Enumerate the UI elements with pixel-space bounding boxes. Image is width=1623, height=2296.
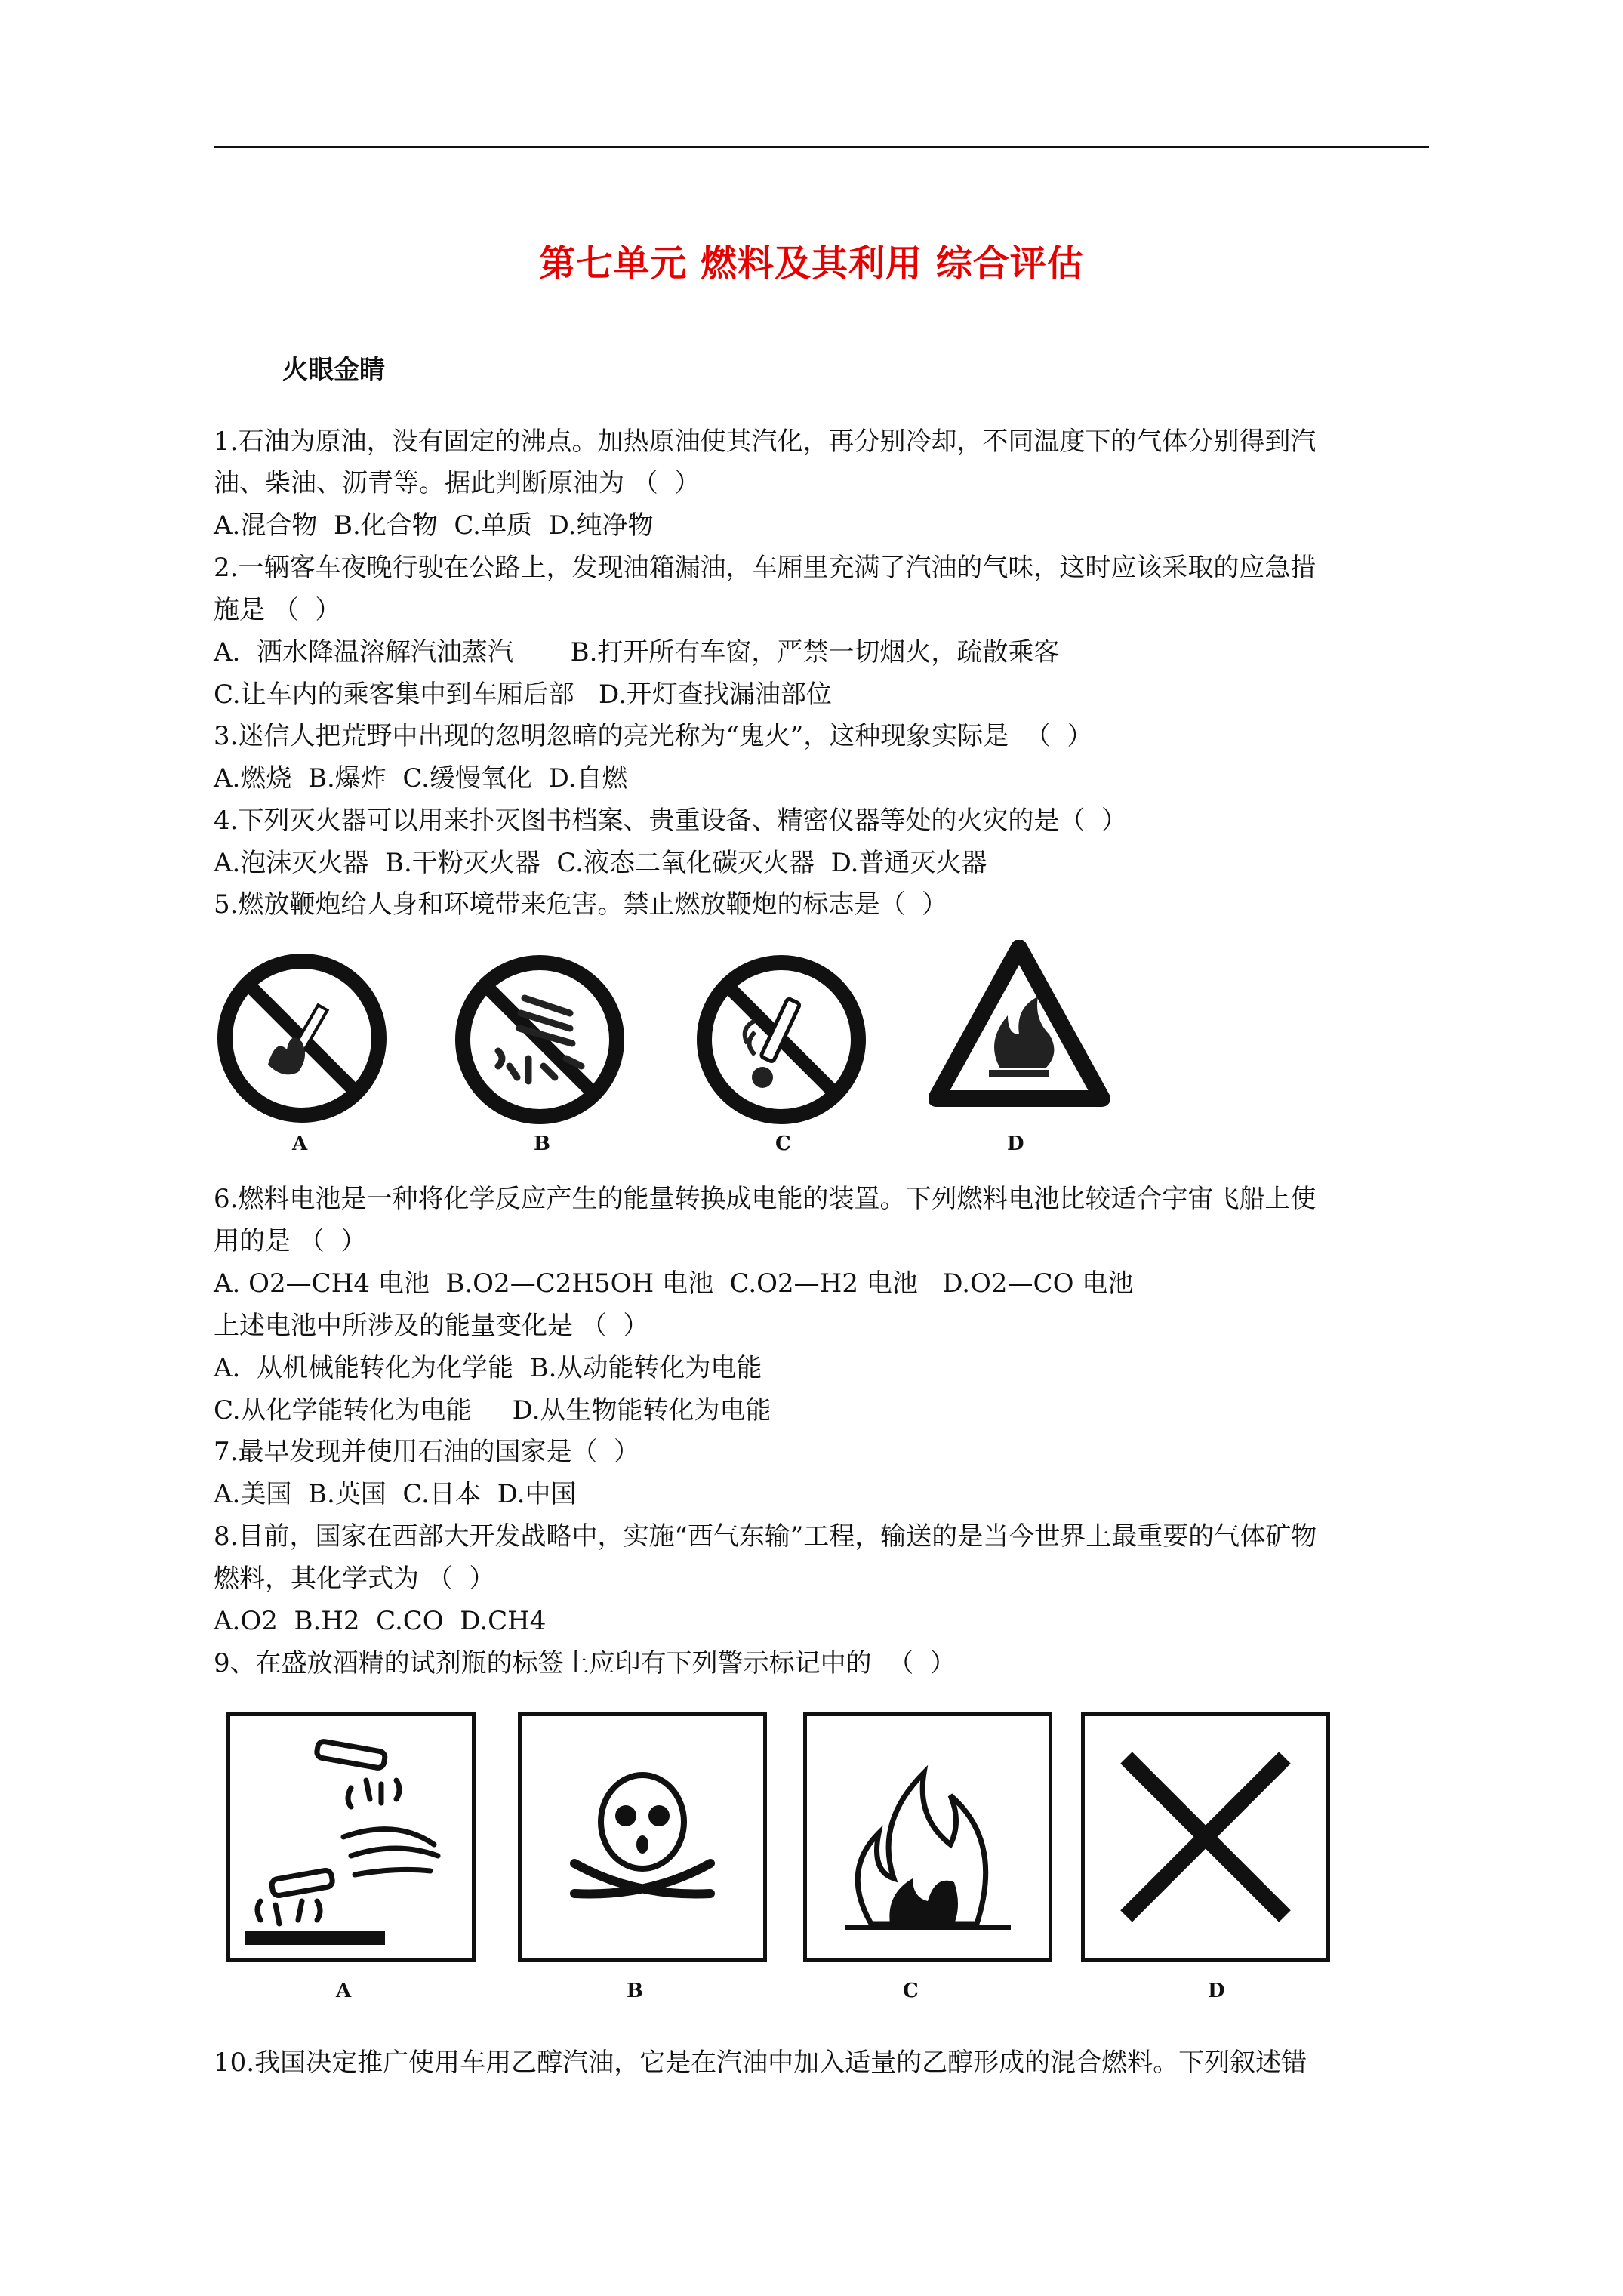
question-line: 8.目前，国家在西部大开发战略中，实施“西气东输”工程，输送的是当今世界上最重要的气体矿物	[214, 1521, 1317, 1552]
option-caption: A	[336, 1980, 352, 2002]
option-caption: B	[627, 1980, 643, 2002]
question-line: 6.燃料电池是一种将化学反应产生的能量转换成电能的装置。下列燃料电池比较适合宇宙飞船上使	[214, 1184, 1317, 1214]
question-line: A.美国 B.英国 C.日本 D.中国	[214, 1479, 577, 1509]
question-line: C.从化学能转化为电能 D.从生物能转化为电能	[214, 1395, 771, 1425]
option-caption: C	[775, 1133, 791, 1155]
option-caption: D	[1007, 1133, 1024, 1155]
question-line: A. 洒水降温溶解汽油蒸汽 B.打开所有车窗，严禁一切烟火，疏散乘客	[214, 637, 1060, 667]
option-caption: B	[534, 1133, 550, 1155]
question-line: A. 从机械能转化为化学能 B.从动能转化为电能	[214, 1353, 762, 1383]
flame-icon	[807, 1716, 1049, 1958]
question-line: 9、在盛放酒精的试剂瓶的标签上应印有下列警示标记中的 （ ）	[214, 1648, 956, 1678]
skull-crossbones-icon	[522, 1716, 763, 1958]
flammable-warning-sign-icon	[929, 940, 1110, 1110]
page-title: 第七单元 燃料及其利用 综合评估	[539, 242, 1084, 285]
question-line: A.燃烧 B.爆炸 C.缓慢氧化 D.自燃	[214, 763, 628, 794]
corrosive-sign	[226, 1712, 476, 1962]
header-rule	[214, 146, 1429, 148]
question-line: A. O2—CH4 电池 B.O2—C2H5OH 电池 C.O2—H2 电池 D.O2—CO 电池	[214, 1268, 1134, 1299]
question-line: A.混合物 B.化合物 C.单质 D.纯净物	[214, 510, 654, 541]
option-caption: C	[903, 1980, 919, 2002]
question-line: 油、柴油、沥青等。据此判断原油为 （ ）	[214, 468, 701, 498]
question-line: 燃料，其化学式为 （ ）	[214, 1564, 495, 1594]
question-line: 施是 （ ）	[214, 595, 341, 625]
option-caption: D	[1208, 1980, 1225, 2002]
question-line: 3.迷信人把荒野中出现的忽明忽暗的亮光称为“鬼火”，这种现象实际是 （ ）	[214, 721, 1093, 751]
section-heading: 火眼金睛	[282, 355, 385, 385]
question-line: 用的是 （ ）	[214, 1226, 367, 1256]
question-line: A.泡沫灭火器 B.干粉灭火器 C.液态二氧化碳灭火器 D.普通灭火器	[214, 848, 987, 878]
corrosive-icon	[230, 1716, 472, 1958]
x-cross-icon	[1085, 1716, 1326, 1958]
question-line: 1.石油为原油，没有固定的沸点。加热原油使其汽化，再分别冷却，不同温度下的气体分别得到汽	[214, 427, 1317, 457]
flammable-sign	[803, 1712, 1052, 1962]
question-line: 5.燃放鞭炮给人身和环境带来危害。禁止燃放鞭炮的标志是（ ）	[214, 889, 948, 920]
no-smoking-sign-icon	[694, 953, 868, 1126]
no-matches-sign-icon	[215, 951, 389, 1125]
question-line: 2.一辆客车夜晚行驶在公路上，发现油箱漏油，车厢里充满了汽油的气味，这时应该采取的应急措	[214, 553, 1317, 583]
question-line: 4.下列灭火器可以用来扑灭图书档案、贵重设备、精密仪器等处的火灾的是（ ）	[214, 806, 1128, 836]
question-line: 7.最早发现并使用石油的国家是（ ）	[214, 1437, 640, 1467]
question-line: 上述电池中所涉及的能量变化是 （ ）	[214, 1311, 649, 1341]
no-fireworks-sign-icon	[453, 953, 627, 1126]
question-line: 10.我国决定推广使用车用乙醇汽油，它是在汽油中加入适量的乙醇形成的混合燃料。下列叙述错	[214, 2048, 1307, 2078]
question-line: A.O2 B.H2 C.CO D.CH4	[214, 1606, 547, 1636]
question-line: C.让车内的乘客集中到车厢后部 D.开灯查找漏油部位	[214, 680, 832, 710]
toxic-sign	[518, 1712, 767, 1962]
harmful-sign	[1081, 1712, 1330, 1962]
option-caption: A	[292, 1133, 308, 1155]
